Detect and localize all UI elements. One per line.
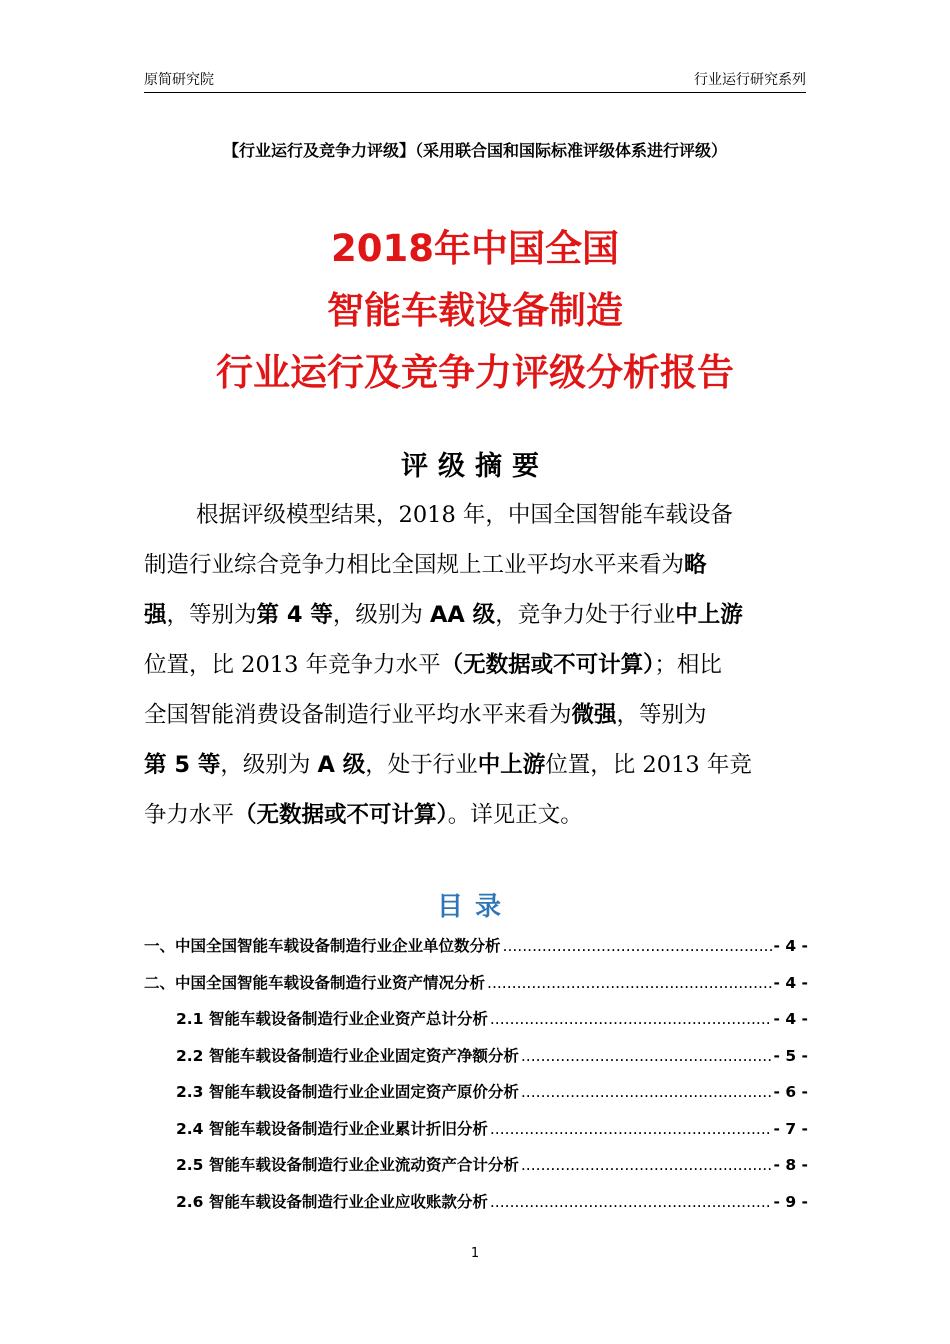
toc-entry-text: 2.3 智能车载设备制造行业企业固定资产原价分析 <box>176 1083 519 1101</box>
title-line-1: 2018年中国全国 <box>331 227 619 270</box>
summary-text: ，处于行业 <box>365 752 478 778</box>
summary-emphasis: 中上游 <box>477 752 546 778</box>
toc-entry-text: 2.4 智能车载设备制造行业企业累计折旧分析 <box>176 1119 488 1138</box>
summary-text: 位置，比 2013 年竞 <box>545 752 752 778</box>
summary-heading: 评级摘要 <box>401 451 549 482</box>
summary-emphasis: 第 5 等 <box>144 752 221 778</box>
toc-leader-dots <box>490 1120 772 1138</box>
toc-entry-page: - 4 - <box>773 937 808 955</box>
toc-entry-text: 一、中国全国智能车载设备制造行业企业单位数分析 <box>144 937 501 955</box>
toc-entry[interactable] <box>144 1190 808 1227</box>
toc-entry-page: - 4 - <box>773 973 808 992</box>
title-line-2: 智能车载设备制造 <box>327 289 623 332</box>
summary-line <box>144 640 808 690</box>
summary-text: ，级别为 <box>220 752 318 778</box>
toc-leader-dots <box>490 1010 772 1028</box>
summary-emphasis: 微强 <box>571 702 617 728</box>
toc-leader-dots <box>521 1047 772 1065</box>
summary-line <box>144 690 808 740</box>
summary-text: 位置，比 2013 年竞争力水平 <box>144 652 441 678</box>
summary-text: ；相比 <box>654 652 722 678</box>
page-number: 1 <box>470 1246 480 1261</box>
toc-entry-page: - 6 - <box>773 1083 808 1101</box>
toc-entry[interactable] <box>144 934 808 971</box>
toc-entry[interactable] <box>144 1007 808 1044</box>
summary-emphasis: （无数据或不可计算） <box>440 652 655 678</box>
summary-text: 。详见正文。 <box>447 802 583 828</box>
toc-entry[interactable] <box>144 1080 808 1117</box>
toc-leader-dots <box>521 1156 772 1174</box>
summary-line <box>144 790 808 840</box>
toc-entry-text: 2.1 智能车载设备制造行业企业资产总计分析 <box>176 1010 488 1028</box>
summary-text: ，等别为 <box>166 602 257 628</box>
summary-emphasis: AA 级 <box>430 602 496 628</box>
toc-entry-text: 2.5 智能车载设备制造行业企业流动资产合计分析 <box>176 1156 519 1174</box>
report-tagline: 【行业运行及竞争力评级】（采用联合国和国际标准评级体系进行评级） <box>222 141 727 160</box>
summary-text: ，级别为 <box>332 602 431 628</box>
summary-paragraph <box>144 490 808 840</box>
toc-entry[interactable] <box>144 1153 808 1190</box>
summary-text: 制造行业综合竞争力相比全国规上工业平均水平来看为 <box>144 552 685 578</box>
summary-emphasis: 略 <box>684 552 707 578</box>
table-of-contents <box>144 934 808 1226</box>
summary-emphasis: （无数据或不可计算） <box>234 802 448 828</box>
toc-entry-text: 2.2 智能车载设备制造行业企业固定资产净额分析 <box>176 1046 519 1065</box>
summary-emphasis: 中上游 <box>675 602 743 628</box>
summary-text: 争力水平 <box>144 802 235 828</box>
summary-text: 根据评级模型结果，2018 年，中国全国智能车载设备 <box>196 502 733 528</box>
toc-entry[interactable] <box>144 971 808 1008</box>
toc-entry-page: - 5 - <box>773 1046 808 1065</box>
summary-text: ，等别为 <box>616 702 707 728</box>
toc-entry-page: - 4 - <box>773 1010 808 1028</box>
summary-line <box>144 540 808 590</box>
summary-emphasis: A 级 <box>317 752 366 778</box>
toc-entry[interactable] <box>144 1044 808 1081</box>
toc-entry-page: - 8 - <box>773 1156 808 1174</box>
toc-entry-page: - 9 - <box>773 1192 808 1211</box>
summary-line <box>144 490 808 540</box>
summary-text: ，竞争力处于行业 <box>495 602 676 628</box>
summary-emphasis: 强 <box>144 602 167 628</box>
toc-entry-page: - 7 - <box>773 1119 808 1138</box>
toc-heading: 目录 <box>436 892 513 922</box>
page-header <box>144 66 806 93</box>
summary-text: 全国智能消费设备制造行业平均水平来看为 <box>144 702 572 728</box>
toc-leader-dots <box>503 937 772 955</box>
header-org: 原简研究院 <box>144 72 214 88</box>
summary-emphasis: 第 4 等 <box>256 602 333 628</box>
toc-entry-text: 二、中国全国智能车载设备制造行业资产情况分析 <box>144 973 486 992</box>
summary-line <box>144 740 808 790</box>
summary-line <box>144 590 808 640</box>
toc-leader-dots <box>490 1193 772 1211</box>
toc-leader-dots <box>487 974 772 992</box>
toc-entry[interactable] <box>144 1117 808 1154</box>
toc-leader-dots <box>521 1083 772 1101</box>
header-series: 行业运行研究系列 <box>694 72 806 88</box>
title-line-3: 行业运行及竞争力评级分析报告 <box>216 351 734 394</box>
toc-entry-text: 2.6 智能车载设备制造行业企业应收账款分析 <box>176 1192 488 1211</box>
